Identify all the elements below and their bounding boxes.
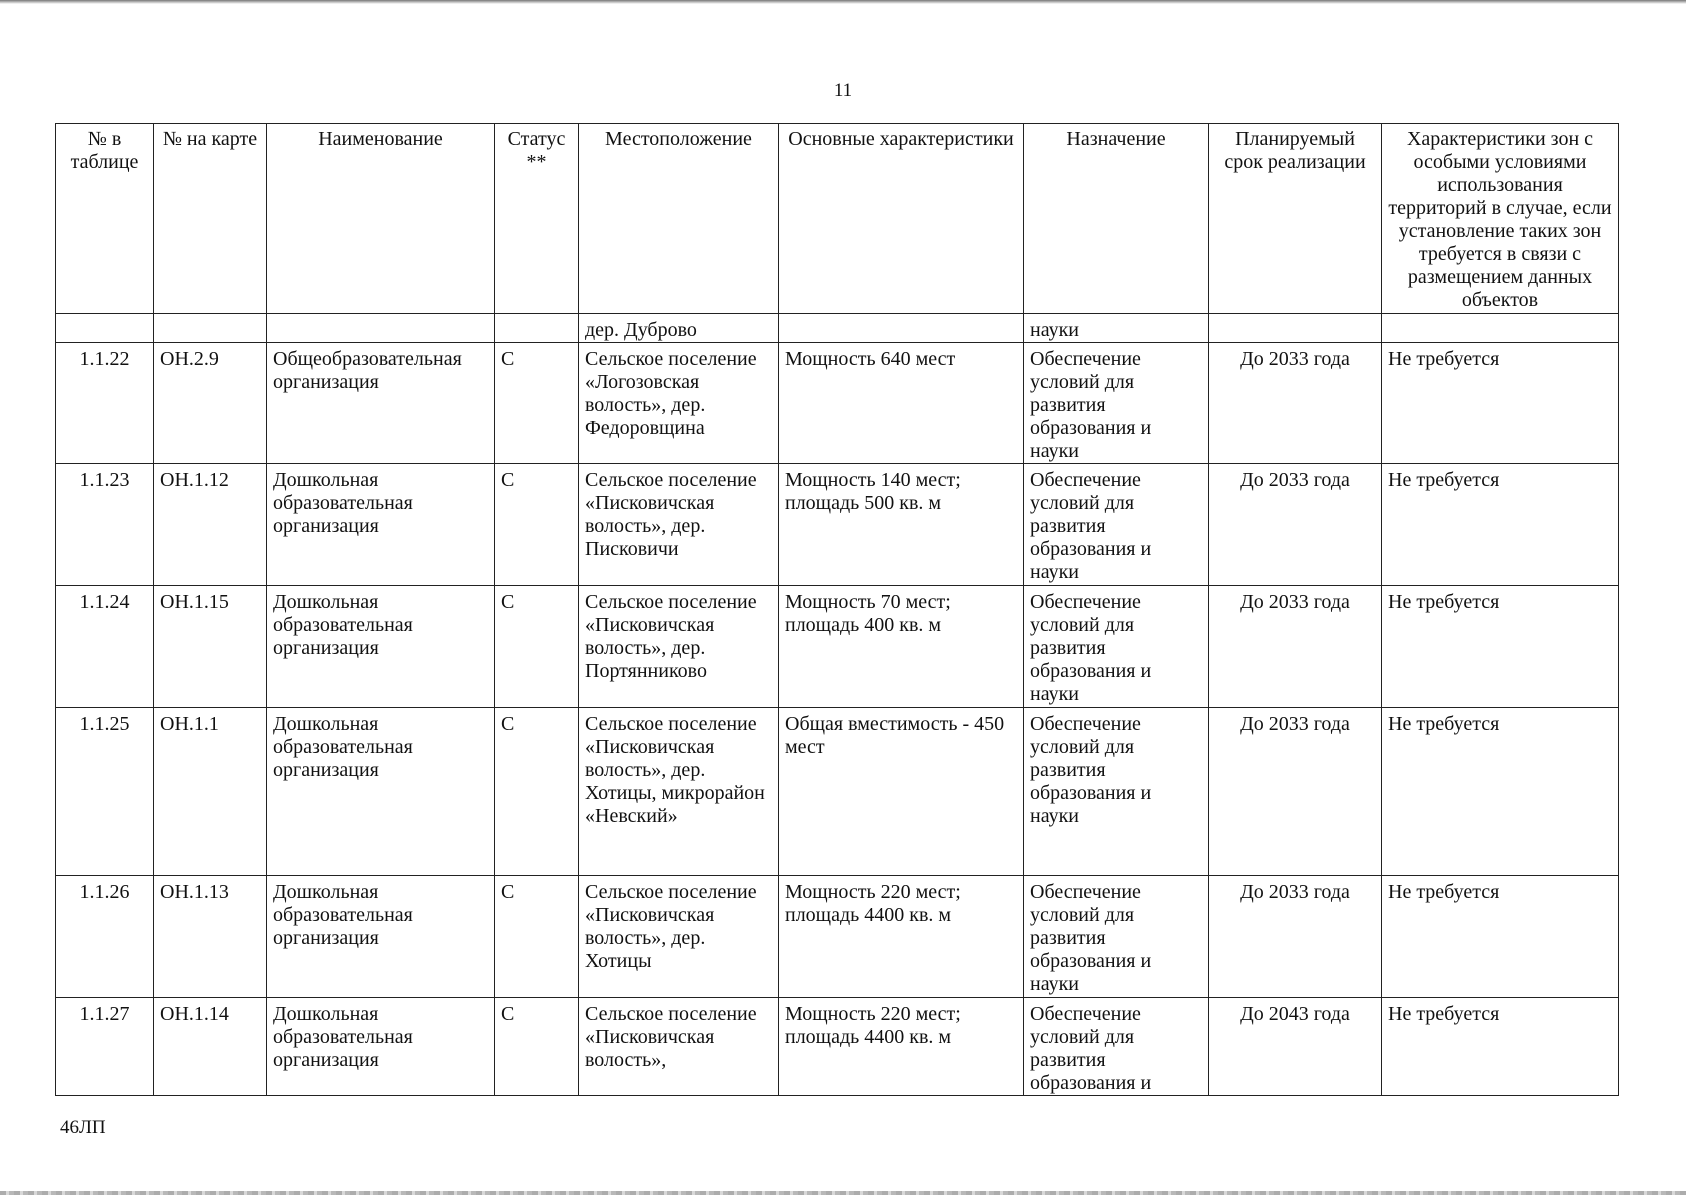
cell-purpose: Обеспечение условий для развития образования и науки xyxy=(1024,464,1209,586)
cell-characteristics: Мощность 220 мест; площадь 4400 кв. м xyxy=(779,998,1024,1096)
cell-zones: Не требуется xyxy=(1382,708,1619,876)
cell-term: До 2033 года xyxy=(1209,343,1382,464)
cell-status: С xyxy=(495,586,579,708)
cell-zones: Не требуется xyxy=(1382,998,1619,1096)
cell-table-number: 1.1.24 xyxy=(56,586,154,708)
table-row xyxy=(56,708,1619,876)
table-header-row xyxy=(56,124,1619,314)
header-status: Статус ** xyxy=(495,124,579,314)
header-table-number: № в таблице xyxy=(56,124,154,314)
table-row xyxy=(56,343,1619,464)
cell-purpose: науки xyxy=(1024,314,1209,343)
cell-name: Дошкольная образовательная организация xyxy=(267,876,495,998)
objects-table xyxy=(55,123,1619,1096)
page-number: 11 xyxy=(833,80,853,101)
cell-map-number: ОН.1.1 xyxy=(154,708,267,876)
header-name: Наименование xyxy=(267,124,495,314)
scan-edge-bottom xyxy=(0,1191,1686,1195)
cell-term: До 2033 года xyxy=(1209,464,1382,586)
cell-location: Сельское поселение «Логозовская волость», дер. Федоровщина xyxy=(579,343,779,464)
header-zones: Характеристики зон с особыми условиями использования территорий в случае, если установление таких зон требуется в связи с размещением данных объектов xyxy=(1382,124,1619,314)
cell-characteristics: Мощность 220 мест; площадь 4400 кв. м xyxy=(779,876,1024,998)
cell-name: Дошкольная образовательная организация xyxy=(267,464,495,586)
cell-map-number: ОН.1.12 xyxy=(154,464,267,586)
cell-characteristics: Мощность 70 мест; площадь 400 кв. м xyxy=(779,586,1024,708)
cell-zones: Не требуется xyxy=(1382,586,1619,708)
scan-edge-top xyxy=(0,0,1686,4)
cell-map-number: ОН.1.14 xyxy=(154,998,267,1096)
cell-name: Дошкольная образовательная организация xyxy=(267,586,495,708)
cell-status: С xyxy=(495,708,579,876)
cell-status: С xyxy=(495,998,579,1096)
cell-status: С xyxy=(495,343,579,464)
table-row xyxy=(56,998,1619,1096)
cell-characteristics: Общая вместимость - 450 мест xyxy=(779,708,1024,876)
cell-purpose: Обеспечение условий для развития образования и науки xyxy=(1024,343,1209,464)
header-characteristics: Основные характеристики xyxy=(779,124,1024,314)
header-map-number: № на карте xyxy=(154,124,267,314)
cell-table-number: 1.1.26 xyxy=(56,876,154,998)
cell-location: Сельское поселение «Писковичская волость», дер. Хотицы, микрорайон «Невский» xyxy=(579,708,779,876)
cell-location: Сельское поселение «Писковичская волость», дер. Портянниково xyxy=(579,586,779,708)
cell-term: До 2033 года xyxy=(1209,876,1382,998)
cell-map-number: ОН.1.13 xyxy=(154,876,267,998)
cell-table-number: 1.1.23 xyxy=(56,464,154,586)
cell-location: Сельское поселение «Писковичская волость», дер. Писковичи xyxy=(579,464,779,586)
header-purpose: Назначение xyxy=(1024,124,1209,314)
cell-table-number: 1.1.22 xyxy=(56,343,154,464)
header-term: Планируемый срок реализации xyxy=(1209,124,1382,314)
cell-status: С xyxy=(495,876,579,998)
cell-characteristics: Мощность 140 мест; площадь 500 кв. м xyxy=(779,464,1024,586)
cell-zones: Не требуется xyxy=(1382,464,1619,586)
cell-term: До 2033 года xyxy=(1209,708,1382,876)
cell-purpose: Обеспечение условий для развития образования и науки xyxy=(1024,876,1209,998)
table-row xyxy=(56,464,1619,586)
cell-map-number: ОН.1.15 xyxy=(154,586,267,708)
cell-location: Сельское поселение «Писковичская волость», xyxy=(579,998,779,1096)
cell-name: Дошкольная образовательная организация xyxy=(267,998,495,1096)
cell-zones: Не требуется xyxy=(1382,343,1619,464)
cell-zones: Не требуется xyxy=(1382,876,1619,998)
cell-purpose: Обеспечение условий для развития образования и xyxy=(1024,998,1209,1096)
table-row-continuation xyxy=(56,314,1619,343)
cell-characteristics: Мощность 640 мест xyxy=(779,343,1024,464)
cell-term: До 2033 года xyxy=(1209,586,1382,708)
cell-purpose: Обеспечение условий для развития образования и науки xyxy=(1024,586,1209,708)
table-row xyxy=(56,586,1619,708)
cell-map-number: ОН.2.9 xyxy=(154,343,267,464)
cell-term: До 2043 года xyxy=(1209,998,1382,1096)
header-location: Местоположение xyxy=(579,124,779,314)
cell-table-number: 1.1.27 xyxy=(56,998,154,1096)
cell-status: С xyxy=(495,464,579,586)
cell-location: дер. Дуброво xyxy=(579,314,779,343)
cell-name: Дошкольная образовательная организация xyxy=(267,708,495,876)
footer-document-code: 46ЛП xyxy=(60,1117,106,1138)
table-row xyxy=(56,876,1619,998)
cell-purpose: Обеспечение условий для развития образования и науки xyxy=(1024,708,1209,876)
cell-location: Сельское поселение «Писковичская волость», дер. Хотицы xyxy=(579,876,779,998)
cell-table-number: 1.1.25 xyxy=(56,708,154,876)
cell-name: Общеобразовательная организация xyxy=(267,343,495,464)
